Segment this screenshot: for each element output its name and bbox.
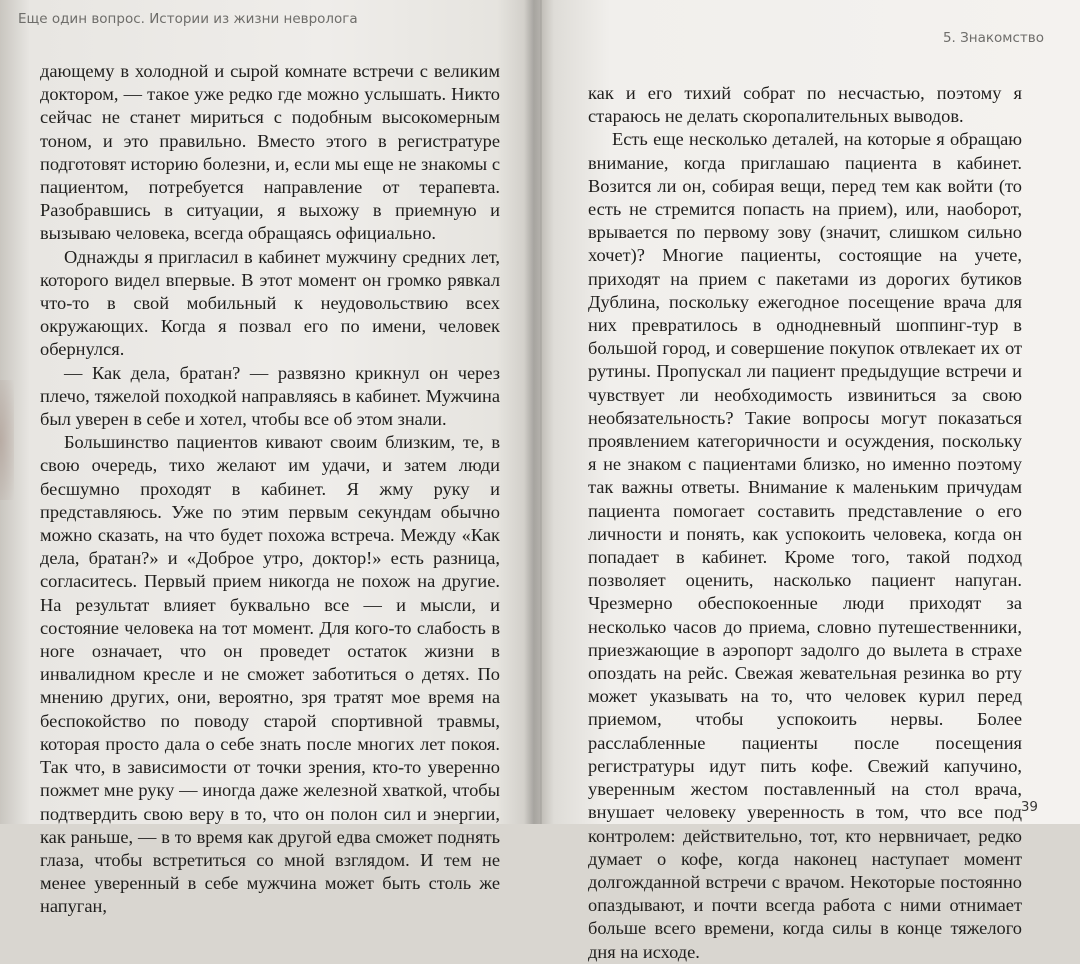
right-page-body [588,82,1022,964]
page-number: 39 [1020,799,1038,815]
paragraph: как и его тихий собрат по несчастью, поэтому я стараюсь не делать скоропалительных выводов. [588,83,1022,127]
paragraph: Есть еще несколько деталей, на которые я обращаю внимание, когда приглашаю пациента в кабинет. Возится ли он, собирая вещи, перед тем как войти (то есть не стремится попасть на прием), или, наоборот, врывается по первому зову (значит, слишком сильно хочет)? Многие пациенты, состоящие на учете, приходят на прием с пакетами из дорогих бутиков Дублина, поскольку ежегодное посещение врача для них превратилось в однодневный шоппинг-тур в большой город, и совершение покупок отвлекает их от рутины. Пропускал ли пациент предыдущие встречи и чувствует ли необходимость извиниться за свою необязательность? Такие вопросы могут показаться проявлением категоричности и осуждения, поскольку я не знаком с пациентами близко, но именно поэтому так важны ответы. Внимание к маленьким причудам пациента помогает составить представление о его личности и понять, как успокоить человека, когда он попадает в кабинет. Кроме того, такой подход позволяет оценить, насколько пациент напуган. Чрезмерно обеспокоенные люди приходят за несколько часов до приема, словно путешественники, приезжающие в аэропорт задолго до вылета в страхе опоздать на рейс. Свежая жевательная резинка во рту может указывать на то, что человек курил перед приемом, чтобы успокоить нервы. Более расслабленные пациенты после посещения регистратуры идут пить кофе. Свежий капучино, уверенным жестом поставленный на стол врача, внушает человеку уверенность в том, что все под контролем: действительно, тот, кто нервничает, редко думает о кофе, когда наконец наступает момент долгожданной встречи с врачом. Некоторые постоянно опаздывают, и почти всегда работа с ними отнимает больше всего времени, когда силы в конце тяжелого дня на исходе. [588,129,1022,962]
paragraph: Большинство пациентов кивают своим близким, те, в свою очередь, тихо желают им удачи, и затем люди бесшумно проходят в кабинет. Я жму руку и представляюсь. Уже по этим первым секундам обычно можно сказать, на что будет похожа встреча. Между «Как дела, братан?» и «Доброе утро, доктор!» есть разница, согласитесь. Первый прием никогда не похож на другие. На результат влияет буквально все — и мысли, и состояние человека на тот момент. Для кого-то слабость в ноге означает, что он проведет остаток жизни в инвалидном кресле и не сможет заботиться о детях. По мнению других, они, вероятно, зря тратят мое время на беспокойство по поводу старой спортивной травмы, которая просто дала о себе знать после многих лет покоя. Так что, в зависимости от точки зрения, кто-то уверенно пожмет мне руку — иногда даже железной хваткой, чтобы подтвердить свою веру в то, что он полон сил и энергии, как раньше, — в то время как другой едва сможет поднять глаза, чтобы встретиться со мной взглядом. И тем не менее уверенный в себе мужчина может быть столь же напуган, [40,432,500,917]
paragraph: Однажды я пригласил в кабинет мужчину средних лет, которого видел впервые. В этот момент он громко рявкал что-то в свой мобильный к неудовольствию всех окружающих. Когда я позвал его по имени, человек обернулся. [40,246,500,360]
running-head-right: 5. Знакомство [942,30,1044,46]
paragraph: — Как дела, братан? — развязно крикнул он через плечо, тяжелой походкой направляясь в кабинет. Мужчина был уверен в себе и хотел, чтобы все об этом знали. [40,362,500,430]
left-page [0,0,540,917]
paragraph: дающему в холодной и сырой комнате встречи с великим доктором, — такое уже редко где можно услышать. Никто сейчас не станет мириться с подобным высокомерным тоном, и это правильно. Вместо этого в регистратуре подготовят историю болезни, и, если мы еще не знакомы с пациентом, потребуется направление от терапевта. Разобравшись в ситуации, я выхожу в приемную и вызываю человека, всегда обращаясь официально. [40,61,500,244]
thumb-shadow [0,380,14,500]
left-page-body [40,60,500,919]
book-gutter [524,0,542,824]
right-page [540,0,1080,962]
running-head-left: Еще один вопрос. Истории из жизни невролога [18,11,358,27]
